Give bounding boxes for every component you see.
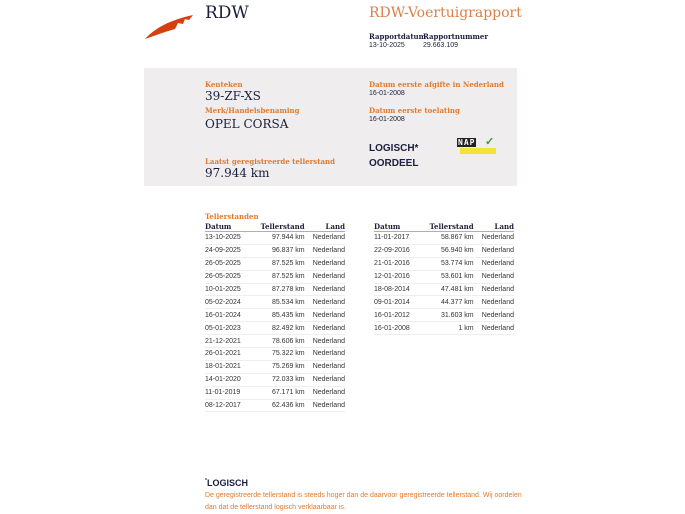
first-issue-label: Datum eerste afgifte in Nederland [369, 80, 504, 89]
cell-country: Nederland [305, 373, 345, 386]
cell-odometer: 58.867 km [419, 232, 474, 245]
cell-odometer: 75.269 km [250, 360, 305, 373]
cell-country: Nederland [305, 283, 345, 296]
nap-logo-text: NAP [458, 138, 476, 147]
cell-odometer: 87.525 km [250, 270, 305, 283]
table-row [205, 244, 345, 257]
col-odometer: Tellerstand [250, 221, 305, 232]
cell-odometer: 67.171 km [250, 386, 305, 399]
report-number: 29.663.109 [423, 42, 459, 49]
footnote-title: *LOGISCH [205, 478, 248, 488]
table-row [205, 283, 345, 296]
first-admission-label: Datum eerste toelating [369, 106, 460, 115]
table-row [374, 232, 514, 245]
cell-odometer: 62.436 km [250, 399, 305, 412]
table-row [374, 283, 514, 296]
cell-date: 16-01-2012 [374, 309, 419, 322]
table-row [374, 270, 514, 283]
cell-country: Nederland [305, 335, 345, 348]
cell-date: 26-01-2021 [205, 348, 250, 361]
cell-odometer: 53.601 km [419, 270, 474, 283]
rdw-logo-icon [145, 12, 195, 40]
first-admission: 16-01-2008 [369, 116, 405, 123]
report-title: RDW-Voertuigrapport [369, 5, 522, 21]
cell-country: Nederland [305, 257, 345, 270]
table-row [374, 309, 514, 322]
last-odometer: 97.944 km [205, 166, 270, 180]
table-row [205, 257, 345, 270]
cell-country: Nederland [474, 232, 514, 245]
table-row [205, 360, 345, 373]
verdict-line2: OORDEEL [369, 158, 419, 169]
odometer-title: Tellerstanden [205, 212, 259, 221]
cell-odometer: 82.492 km [250, 322, 305, 335]
cell-country: Nederland [474, 283, 514, 296]
cell-odometer: 97.944 km [250, 232, 305, 245]
cell-date: 16-01-2024 [205, 309, 250, 322]
nap-logo-icon: NAP ✓ [457, 138, 497, 154]
make-label: Merk/Handelsbenaming [205, 106, 300, 115]
cell-date: 22-09-2016 [374, 244, 419, 257]
cell-odometer: 75.322 km [250, 348, 305, 361]
col-country: Land [474, 221, 514, 232]
cell-date: 11-01-2019 [205, 386, 250, 399]
cell-odometer: 78.606 km [250, 335, 305, 348]
cell-country: Nederland [305, 244, 345, 257]
col-date: Datum [205, 221, 250, 232]
table-row [205, 335, 345, 348]
last-odometer-label: Laatst geregistreerde tellerstand [205, 157, 335, 166]
cell-country: Nederland [474, 270, 514, 283]
cell-date: 13-10-2025 [205, 232, 250, 245]
plate-label: Kenteken [205, 80, 243, 89]
cell-country: Nederland [474, 296, 514, 309]
cell-date: 05-01-2023 [205, 322, 250, 335]
cell-date: 12-01-2016 [374, 270, 419, 283]
table-row [205, 386, 345, 399]
cell-country: Nederland [305, 270, 345, 283]
report-date-label: Rapportdatum [369, 32, 427, 41]
cell-date: 18-01-2021 [205, 360, 250, 373]
cell-country: Nederland [305, 322, 345, 335]
cell-odometer: 96.837 km [250, 244, 305, 257]
cell-date: 09-01-2014 [374, 296, 419, 309]
cell-country: Nederland [305, 399, 345, 412]
col-date: Datum [374, 221, 419, 232]
cell-country: Nederland [474, 309, 514, 322]
cell-odometer: 56.940 km [419, 244, 474, 257]
cell-odometer: 85.534 km [250, 296, 305, 309]
cell-odometer: 47.481 km [419, 283, 474, 296]
table-row [205, 399, 345, 412]
cell-odometer: 53.774 km [419, 257, 474, 270]
cell-country: Nederland [305, 348, 345, 361]
plate: 39-ZF-XS [205, 89, 261, 103]
report-date: 13-10-2025 [369, 42, 405, 49]
footnote-text: De geregistreerde tellerstand is steeds hoger dan de daarvoor geregistreerde tellerstand. Wij oordelen dan dat de tellerstand logisch verklaarbaar is. [205, 492, 522, 511]
report-number-label: Rapportnummer [423, 32, 489, 41]
cell-odometer: 44.377 km [419, 296, 474, 309]
cell-date: 21-01-2016 [374, 257, 419, 270]
cell-odometer: 1 km [419, 322, 474, 335]
cell-country: Nederland [305, 386, 345, 399]
cell-country: Nederland [305, 309, 345, 322]
col-odometer: Tellerstand [419, 221, 474, 232]
col-country: Land [305, 221, 345, 232]
cell-date: 16-01-2008 [374, 322, 419, 335]
cell-date: 11-01-2017 [374, 232, 419, 245]
table-row [374, 322, 514, 335]
odometer-table-left [205, 221, 345, 412]
cell-date: 26-05-2025 [205, 270, 250, 283]
cell-date: 26-05-2025 [205, 257, 250, 270]
brand-name: RDW [205, 3, 249, 23]
table-row [205, 270, 345, 283]
cell-date: 14-01-2020 [205, 373, 250, 386]
cell-date: 21-12-2021 [205, 335, 250, 348]
cell-date: 08-12-2017 [205, 399, 250, 412]
table-row [205, 309, 345, 322]
table-row [205, 348, 345, 361]
verdict [369, 141, 418, 171]
cell-country: Nederland [474, 244, 514, 257]
make: OPEL CORSA [205, 117, 289, 131]
cell-odometer: 85.435 km [250, 309, 305, 322]
cell-odometer: 31.603 km [419, 309, 474, 322]
cell-odometer: 72.033 km [250, 373, 305, 386]
table-row [205, 296, 345, 309]
cell-date: 24-09-2025 [205, 244, 250, 257]
table-row [374, 257, 514, 270]
cell-date: 05-02-2024 [205, 296, 250, 309]
cell-country: Nederland [305, 232, 345, 245]
footnote-title-text: LOGISCH [206, 478, 248, 488]
table-row [205, 232, 345, 245]
cell-country: Nederland [305, 360, 345, 373]
table-row [374, 244, 514, 257]
cell-odometer: 87.525 km [250, 257, 305, 270]
table-row [374, 296, 514, 309]
table-row [205, 373, 345, 386]
cell-date: 10-01-2025 [205, 283, 250, 296]
verdict-line1: LOGISCH* [369, 143, 419, 154]
first-issue: 16-01-2008 [369, 90, 405, 97]
cell-country: Nederland [474, 257, 514, 270]
odometer-table-right [374, 221, 514, 335]
cell-country: Nederland [474, 322, 514, 335]
table-row [205, 322, 345, 335]
cell-date: 18-08-2014 [374, 283, 419, 296]
cell-odometer: 87.278 km [250, 283, 305, 296]
cell-country: Nederland [305, 296, 345, 309]
